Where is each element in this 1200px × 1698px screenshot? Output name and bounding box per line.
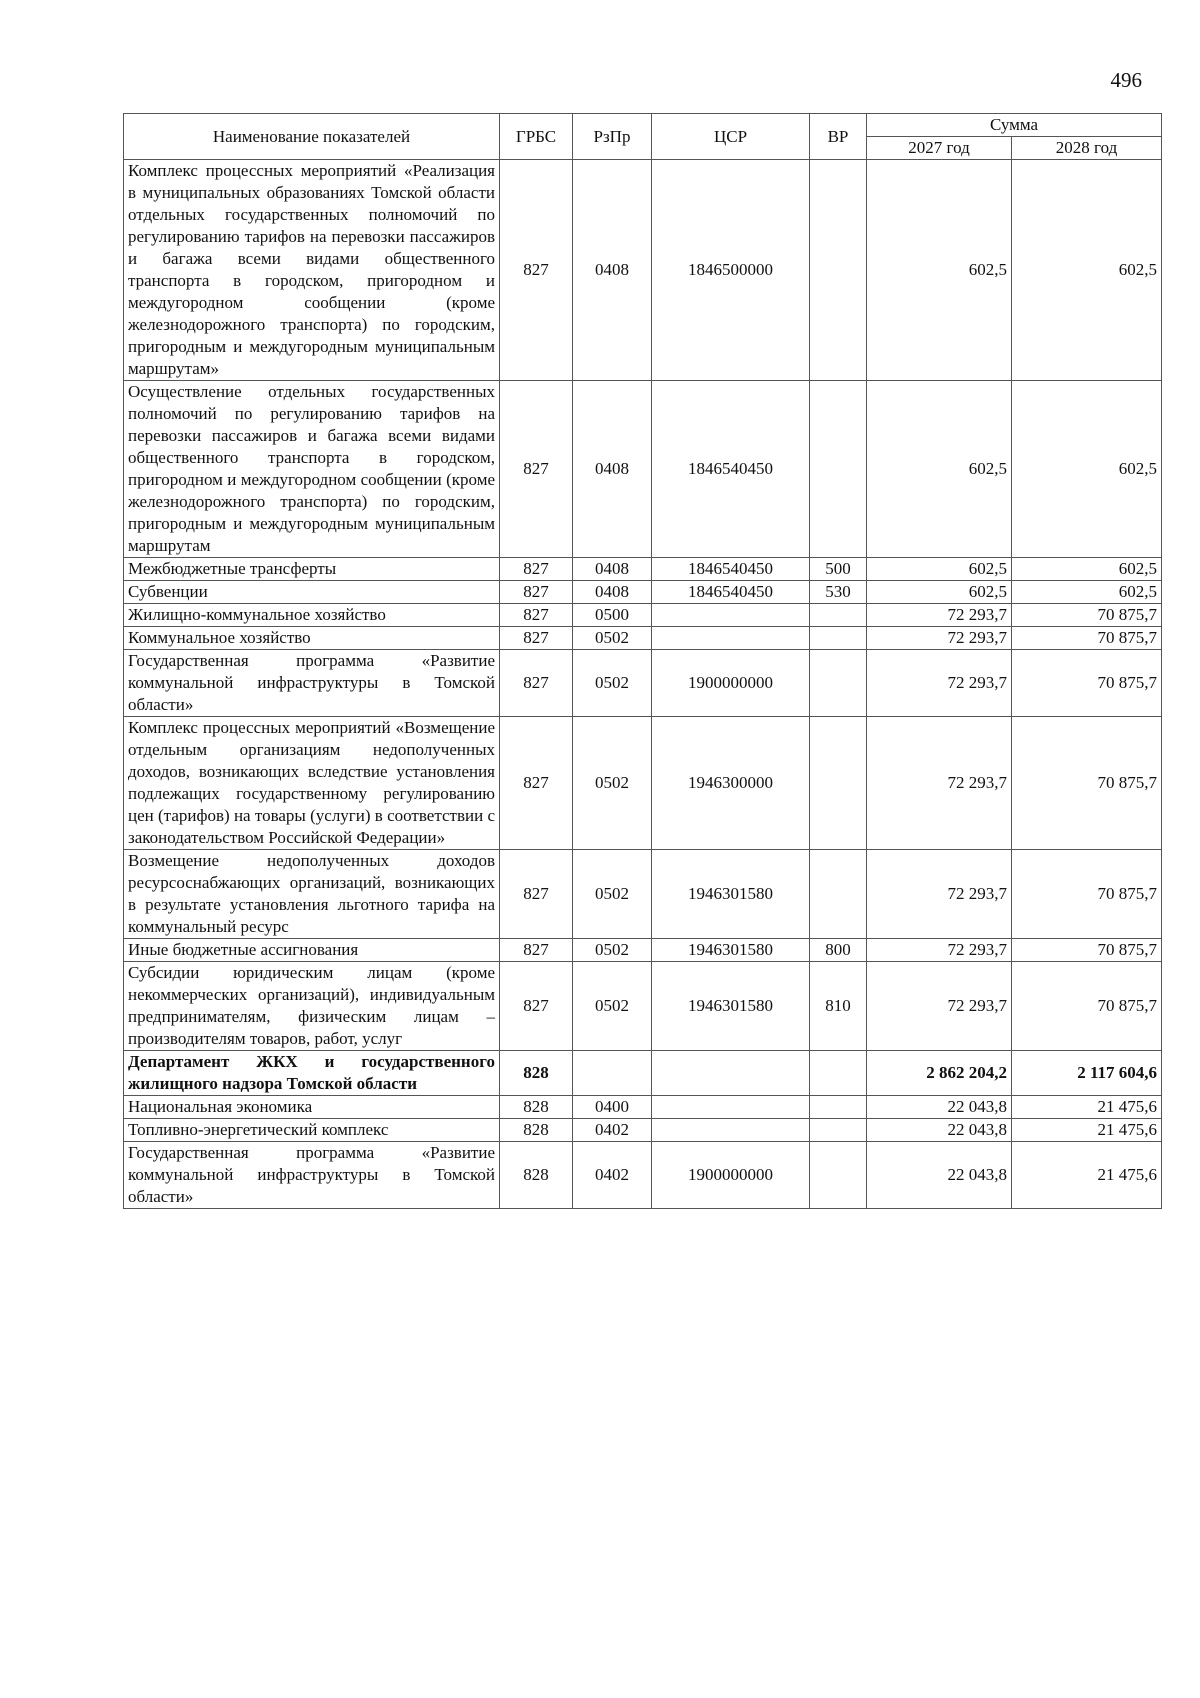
row-amount-2027: 72 293,7 (867, 717, 1012, 850)
row-name: Комплекс процессных мероприятий «Возмещение отдельным организациям недополученных доходов, возникающих вследствие установления подлежащих государственному регулированию цен (тарифов) на товары (услуги) в соответствии с законодательством Российской Федерации» (124, 717, 500, 850)
row-rzpr: 0402 (573, 1142, 652, 1209)
row-csr (652, 1096, 810, 1119)
header-year-2027: 2027 год (867, 137, 1012, 160)
row-amount-2027: 22 043,8 (867, 1142, 1012, 1209)
row-grbs: 827 (500, 627, 573, 650)
row-amount-2028: 21 475,6 (1012, 1119, 1162, 1142)
row-name: Государственная программа «Развитие коммунальной инфраструктуры в Томской области» (124, 650, 500, 717)
table-header (124, 114, 1162, 160)
row-vr (810, 850, 867, 939)
row-csr: 1846500000 (652, 160, 810, 381)
row-grbs: 827 (500, 850, 573, 939)
row-rzpr (573, 1051, 652, 1096)
row-rzpr: 0502 (573, 650, 652, 717)
row-name: Жилищно-коммунальное хозяйство (124, 604, 500, 627)
row-csr: 1846540450 (652, 558, 810, 581)
header-year-2028: 2028 год (1012, 137, 1162, 160)
row-rzpr: 0400 (573, 1096, 652, 1119)
row-vr (810, 604, 867, 627)
header-grbs: ГРБС (500, 114, 573, 160)
row-rzpr: 0408 (573, 581, 652, 604)
row-amount-2027: 72 293,7 (867, 627, 1012, 650)
row-csr: 1946301580 (652, 850, 810, 939)
table-row (124, 650, 1162, 717)
header-name: Наименование показателей (124, 114, 500, 160)
row-grbs: 828 (500, 1119, 573, 1142)
row-rzpr: 0402 (573, 1119, 652, 1142)
row-amount-2027: 72 293,7 (867, 850, 1012, 939)
row-rzpr: 0500 (573, 604, 652, 627)
row-csr (652, 1051, 810, 1096)
row-csr: 1900000000 (652, 1142, 810, 1209)
row-rzpr: 0502 (573, 939, 652, 962)
row-amount-2028: 21 475,6 (1012, 1142, 1162, 1209)
row-csr: 1946300000 (652, 717, 810, 850)
table-row (124, 1096, 1162, 1119)
row-vr (810, 1096, 867, 1119)
row-vr (810, 1119, 867, 1142)
row-grbs: 828 (500, 1142, 573, 1209)
table-body (124, 160, 1162, 1209)
row-amount-2028: 70 875,7 (1012, 962, 1162, 1051)
row-amount-2028: 602,5 (1012, 558, 1162, 581)
row-vr (810, 650, 867, 717)
row-name: Субсидии юридическим лицам (кроме некоммерческих организаций), индивидуальным предпринимателям, физическим лицам – производителям товаров, работ, услуг (124, 962, 500, 1051)
row-name: Коммунальное хозяйство (124, 627, 500, 650)
row-vr (810, 717, 867, 850)
row-amount-2028: 70 875,7 (1012, 939, 1162, 962)
table-row (124, 850, 1162, 939)
header-rzpr: РзПр (573, 114, 652, 160)
table-row (124, 962, 1162, 1051)
row-amount-2027: 602,5 (867, 381, 1012, 558)
row-vr: 800 (810, 939, 867, 962)
row-csr (652, 627, 810, 650)
row-amount-2028: 70 875,7 (1012, 850, 1162, 939)
row-name: Топливно-энергетический комплекс (124, 1119, 500, 1142)
row-csr: 1900000000 (652, 650, 810, 717)
row-grbs: 828 (500, 1051, 573, 1096)
table-row (124, 160, 1162, 381)
row-csr (652, 1119, 810, 1142)
row-csr (652, 604, 810, 627)
row-amount-2028: 602,5 (1012, 381, 1162, 558)
table-row (124, 381, 1162, 558)
row-vr: 500 (810, 558, 867, 581)
header-csr: ЦСР (652, 114, 810, 160)
row-rzpr: 0502 (573, 850, 652, 939)
row-csr: 1946301580 (652, 962, 810, 1051)
row-grbs: 827 (500, 939, 573, 962)
table-row (124, 1142, 1162, 1209)
row-rzpr: 0502 (573, 717, 652, 850)
row-name: Осуществление отдельных государственных полномочий по регулированию тарифов на перевозки пассажиров и багажа всеми видами общественного транспорта в городском, пригородном и междугородном сообщении (кроме железнодорожного транспорта) по городским, пригородным и междугородным муниципальным маршрутам (124, 381, 500, 558)
row-grbs: 827 (500, 381, 573, 558)
row-amount-2027: 602,5 (867, 160, 1012, 381)
row-vr: 530 (810, 581, 867, 604)
table-row (124, 604, 1162, 627)
row-name: Субвенции (124, 581, 500, 604)
page-number: 496 (1110, 68, 1142, 92)
row-amount-2027: 22 043,8 (867, 1096, 1012, 1119)
row-rzpr: 0408 (573, 160, 652, 381)
row-rzpr: 0502 (573, 627, 652, 650)
row-rzpr: 0502 (573, 962, 652, 1051)
row-csr: 1946301580 (652, 939, 810, 962)
row-csr: 1846540450 (652, 581, 810, 604)
row-csr: 1846540450 (652, 381, 810, 558)
row-amount-2027: 72 293,7 (867, 939, 1012, 962)
row-vr (810, 381, 867, 558)
row-amount-2028: 70 875,7 (1012, 604, 1162, 627)
row-grbs: 827 (500, 962, 573, 1051)
row-name: Возмещение недополученных доходов ресурсоснабжающих организаций, возникающих в результате установления льготного тарифа на коммунальный ресурс (124, 850, 500, 939)
row-vr: 810 (810, 962, 867, 1051)
row-vr (810, 1142, 867, 1209)
row-vr (810, 160, 867, 381)
row-grbs: 827 (500, 604, 573, 627)
row-name: Иные бюджетные ассигнования (124, 939, 500, 962)
row-grbs: 827 (500, 160, 573, 381)
row-amount-2027: 602,5 (867, 581, 1012, 604)
row-rzpr: 0408 (573, 381, 652, 558)
row-amount-2028: 602,5 (1012, 581, 1162, 604)
table-row (124, 1051, 1162, 1096)
header-sum: Сумма (867, 114, 1162, 137)
row-name: Комплекс процессных мероприятий «Реализация в муниципальных образованиях Томской области отдельных государственных полномочий по регулированию тарифов на перевозки пассажиров и багажа всеми видами общественного транспорта в городском, пригородном и междугородном сообщении (кроме железнодорожного транспорта) по городским, пригородным и междугородным муниципальным маршрутам» (124, 160, 500, 381)
row-vr (810, 1051, 867, 1096)
row-amount-2027: 602,5 (867, 558, 1012, 581)
budget-table (123, 113, 1162, 1209)
row-grbs: 827 (500, 717, 573, 850)
row-amount-2028: 70 875,7 (1012, 717, 1162, 850)
row-name: Межбюджетные трансферты (124, 558, 500, 581)
table-row (124, 581, 1162, 604)
row-grbs: 827 (500, 581, 573, 604)
row-amount-2028: 21 475,6 (1012, 1096, 1162, 1119)
row-amount-2027: 72 293,7 (867, 962, 1012, 1051)
row-amount-2028: 602,5 (1012, 160, 1162, 381)
row-name: Департамент ЖКХ и государственного жилищного надзора Томской области (124, 1051, 500, 1096)
row-grbs: 827 (500, 558, 573, 581)
row-grbs: 827 (500, 650, 573, 717)
table-row (124, 717, 1162, 850)
row-amount-2028: 70 875,7 (1012, 627, 1162, 650)
row-amount-2027: 72 293,7 (867, 604, 1012, 627)
table-row (124, 627, 1162, 650)
row-name: Государственная программа «Развитие коммунальной инфраструктуры в Томской области» (124, 1142, 500, 1209)
row-amount-2027: 2 862 204,2 (867, 1051, 1012, 1096)
row-amount-2027: 72 293,7 (867, 650, 1012, 717)
row-vr (810, 627, 867, 650)
row-amount-2027: 22 043,8 (867, 1119, 1012, 1142)
row-name: Национальная экономика (124, 1096, 500, 1119)
row-amount-2028: 70 875,7 (1012, 650, 1162, 717)
header-vr: ВР (810, 114, 867, 160)
table-row (124, 558, 1162, 581)
row-grbs: 828 (500, 1096, 573, 1119)
row-amount-2028: 2 117 604,6 (1012, 1051, 1162, 1096)
row-rzpr: 0408 (573, 558, 652, 581)
table-row (124, 1119, 1162, 1142)
table-row (124, 939, 1162, 962)
